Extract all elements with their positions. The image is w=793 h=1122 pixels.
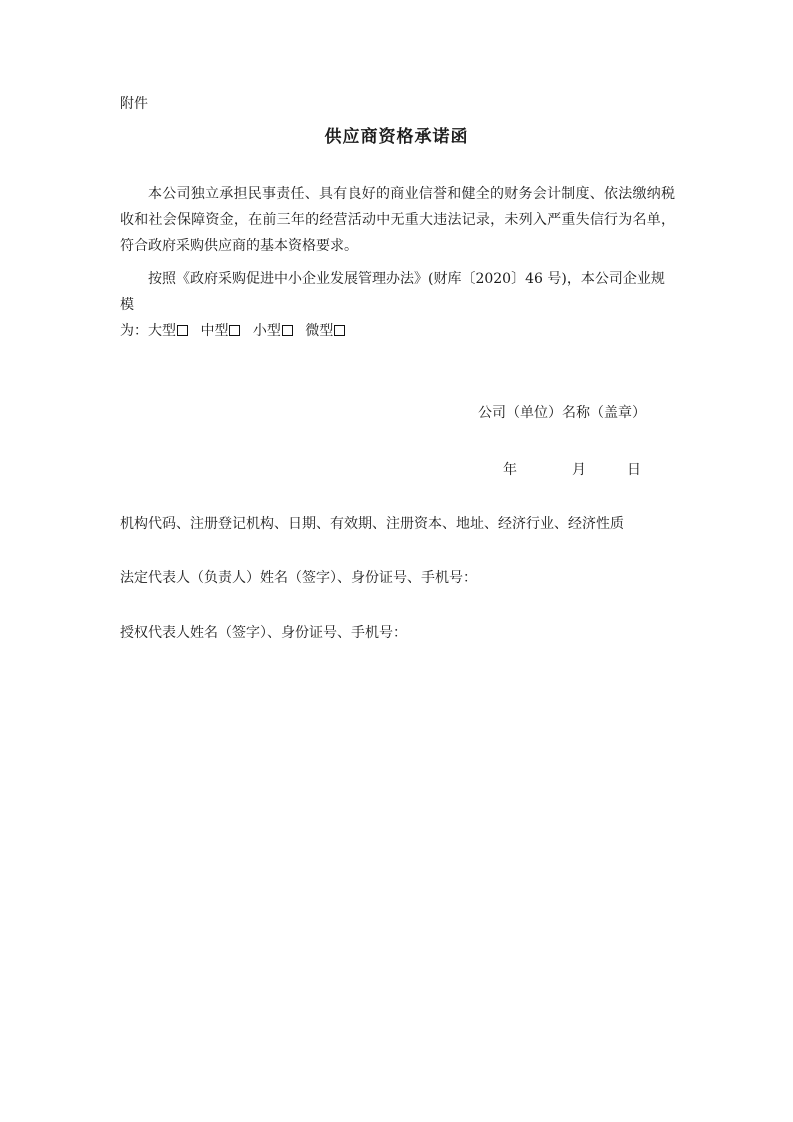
date-month-label: 月 <box>572 462 586 478</box>
commitment-paragraph: 本公司独立承担民事责任、具有良好的商业信誉和健全的财务会计制度、依法缴纳税收和社会保障资金，在前三年的经营活动中无重大违法记录，未列入严重失信行为名单，符合政府采购供应商的基本资格要求。 <box>120 186 675 254</box>
checkbox-icon[interactable] <box>282 325 293 336</box>
enterprise-size-paragraph <box>120 266 675 344</box>
checkbox-icon[interactable] <box>334 325 345 336</box>
enterprise-size-statement: 按照《政府采购促进中小企业发展管理办法》(财库〔2020〕46 号)，本公司企业规模 <box>120 271 665 313</box>
legal-rep-field: 法定代表人（负责人）姓名（签字）、身份证号、手机号： <box>120 570 477 586</box>
size-option-medium[interactable] <box>200 323 240 339</box>
size-option-label: 微型 <box>305 323 334 339</box>
checkbox-icon[interactable] <box>177 325 188 336</box>
size-option-label: 中型 <box>200 323 229 339</box>
size-option-label: 大型 <box>148 323 176 339</box>
checkbox-icon[interactable] <box>229 325 240 336</box>
size-option-label: 小型 <box>252 323 281 339</box>
document-title: 供应商资格承诺函 <box>324 127 469 147</box>
enterprise-size-options <box>120 318 675 344</box>
company-seal-line: 公司（单位）名称（盖章） <box>478 405 646 421</box>
enterprise-size-prefix: 为： <box>120 323 148 339</box>
size-option-small[interactable] <box>253 323 293 339</box>
date-day-label: 日 <box>627 462 641 478</box>
size-option-large[interactable] <box>148 323 188 339</box>
date-year-label: 年 <box>503 462 517 478</box>
authorized-rep-field: 授权代表人姓名（签字）、身份证号、手机号： <box>120 625 407 641</box>
org-info-field: 机构代码、注册登记机构、日期、有效期、注册资本、地址、经济行业、经济性质 <box>120 516 624 532</box>
size-option-micro[interactable] <box>305 323 345 339</box>
attachment-label: 附件 <box>120 96 148 112</box>
